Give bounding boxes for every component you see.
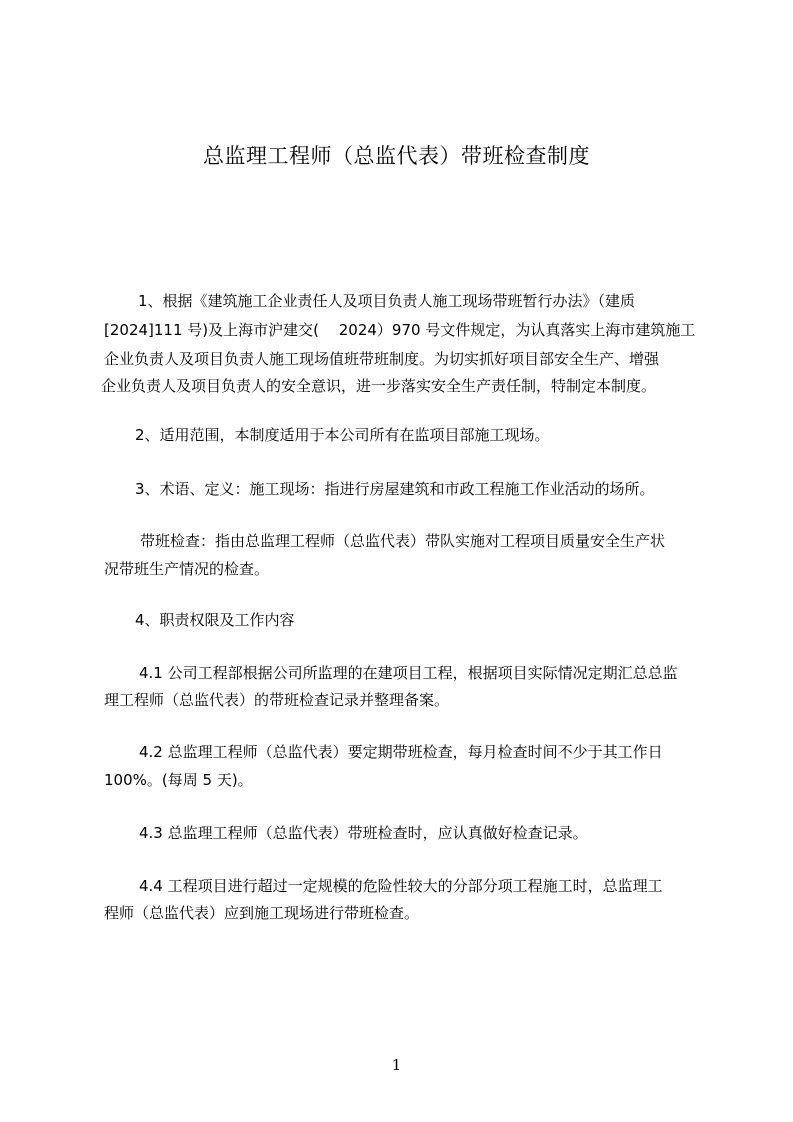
paragraph-line: [2024]111 号)及上海市沪建交( 2024）970 号文件规定，为认真落实上海市建筑施工 [104, 321, 696, 339]
paragraph-line: 4.1 公司工程部根据公司所监理的在建项目工程，根据项目实际情况定期汇总总监 [139, 664, 678, 682]
paragraph-line: 100%。(每周 5 天)。 [104, 771, 253, 789]
paragraph-line: 企业负责人及项目负责人施工现场值班带班制度。为切实抓好项目部安全生产、增强 [104, 350, 660, 368]
paragraph-line: 程师（总监代表）应到施工现场进行带班检查。 [104, 904, 420, 922]
page-number: 1 [391, 1056, 402, 1074]
paragraph-line: 4.2 总监理工程师（总监代表）要定期带班检查，每月检查时间不少于其工作日 [139, 743, 663, 761]
paragraph-line: 理工程师（总监代表）的带班检查记录并整理备案。 [104, 691, 450, 709]
paragraph-line: 3、术语、定义：施工现场：指进行房屋建筑和市政工程施工作业活动的场所。 [135, 480, 655, 498]
paragraph-line: 况带班生产情况的检查。 [104, 560, 270, 578]
paragraph-line: 4、职责权限及工作内容 [135, 611, 295, 629]
paragraph-line: 4.4 工程项目进行超过一定规模的危险性较大的分部分项工程施工时，总监理工 [139, 877, 663, 895]
paragraph-line: 企业负责人及项目负责人的安全意识，进一步落实安全生产责任制，特制定本制度。 [101, 377, 657, 395]
document-title: 总监理工程师（总监代表）带班检查制度 [203, 144, 590, 168]
paragraph-line: 4.3 总监理工程师（总监代表）带班检查时，应认真做好检查记录。 [139, 824, 588, 842]
paragraph-line: 带班检查：指由总监理工程师（总监代表）带队实施对工程项目质量安全生产状 [140, 532, 666, 550]
paragraph-line: 1、根据《建筑施工企业责任人及项目负责人施工现场带班暂行办法》（建质 [138, 292, 636, 310]
paragraph-line: 2、适用范围，本制度适用于本公司所有在监项目部施工现场。 [135, 426, 550, 444]
